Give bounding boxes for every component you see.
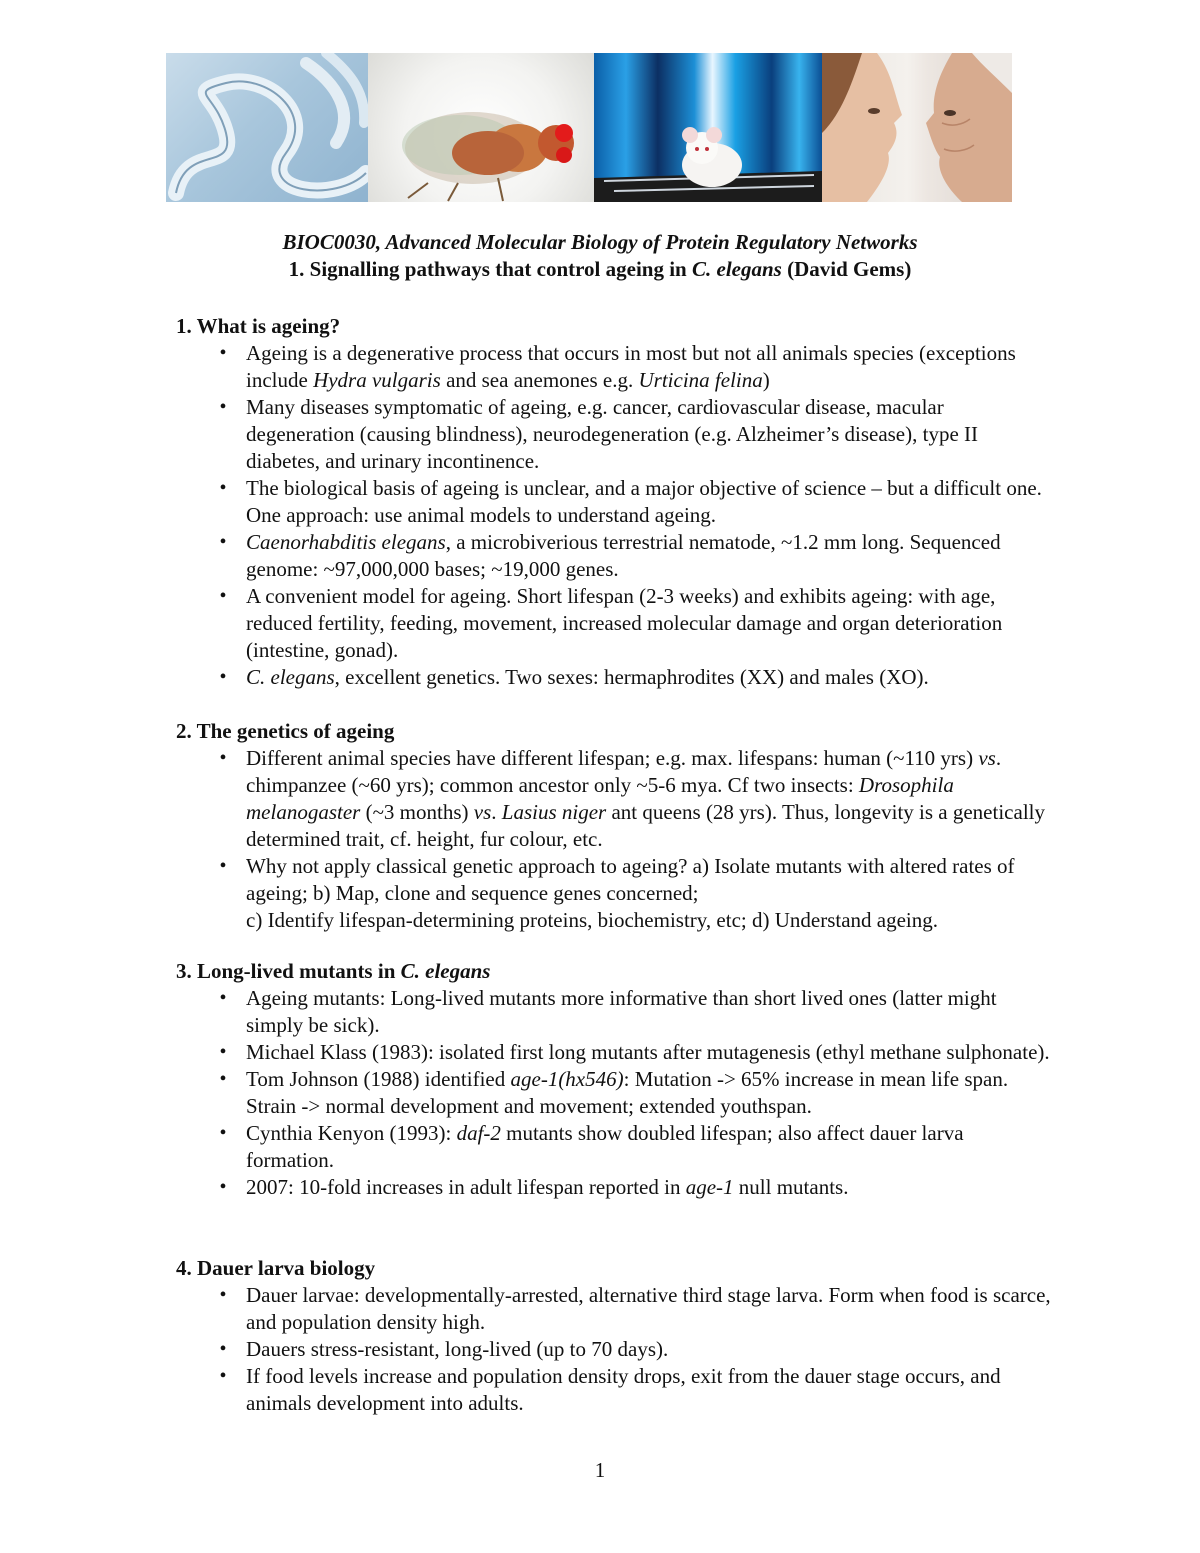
item-text: c) Identify lifespan-determining proteins, biochemistry, etc; d) Understand ageing. — [246, 908, 939, 932]
fly-image — [368, 53, 594, 202]
item-text: The biological basis of ageing is unclear, and a major objective of science – but a difficult one. One approach: use animal models to understand ageing. — [246, 476, 1042, 527]
item-text: null mutants. — [733, 1175, 849, 1199]
bullet-icon: • — [219, 1041, 227, 1063]
species-name: Lasius niger — [501, 800, 607, 824]
bullet-list — [176, 340, 1056, 691]
item-text: Cynthia Kenyon (1993): — [246, 1121, 457, 1145]
item-text: , a microbiverious terrestrial nematode, ~1.2 mm long. Sequenced genome: ~97,000,000 bases; ~19,000 genes. — [246, 530, 1001, 581]
list-item — [176, 529, 1056, 583]
section-what-is-ageing — [176, 313, 1056, 691]
item-text: A convenient model for ageing. Short lifespan (2-3 weeks) and exhibits ageing: with age, reduced fertility, feeding, movement, increased molecular damage and organ deterioration (intestine, gonad). — [246, 584, 1003, 662]
gene-name: daf-2 — [456, 1121, 501, 1145]
list-item — [176, 475, 1056, 529]
list-item — [176, 1066, 1056, 1120]
gene-name: age-1(hx546) — [510, 1067, 624, 1091]
gene-name: age-1 — [685, 1175, 734, 1199]
item-text: Ageing is a degenerative process that occurs in most but not all animals species (exceptions include — [246, 341, 1016, 392]
item-text: , excellent genetics. Two sexes: hermaphrodites (XX) and males (XO). — [334, 665, 929, 689]
bullet-icon: • — [219, 666, 227, 688]
bullet-icon: • — [219, 747, 227, 769]
item-text: Different animal species have different lifespan; e.g. max. lifespans: human (~110 yrs) — [246, 746, 979, 770]
species-name: C. elegans — [400, 959, 491, 983]
bullet-icon: • — [219, 1338, 227, 1360]
item-text: : Mutation -> 65% increase in mean life span. Strain -> normal development and movement; extended youthspan. — [246, 1067, 1009, 1118]
item-text: Ageing mutants: Long-lived mutants more informative than short lived ones (latter might simply be sick). — [246, 986, 997, 1037]
lecture-title-suffix: (David Gems) — [781, 257, 912, 281]
item-text: Many diseases symptomatic of ageing, e.g. cancer, cardiovascular disease, macular degeneration (causing blindness), neurodegeneration (e.g. Alzheimer’s disease), type II diabetes, and urinary incontinence. — [246, 395, 979, 473]
lecture-title-species: C. elegans — [692, 257, 782, 281]
bullet-icon: • — [219, 477, 227, 499]
section-long-lived-mutants — [176, 958, 1056, 1201]
bullet-list — [176, 745, 1056, 934]
bullet-icon: • — [219, 531, 227, 553]
list-item — [176, 1282, 1056, 1336]
bullet-icon: • — [219, 855, 227, 877]
species-name: Urticina felina — [638, 368, 763, 392]
list-item — [176, 1363, 1056, 1417]
bullet-icon: • — [219, 585, 227, 607]
list-item — [176, 1174, 1056, 1201]
section-heading — [176, 958, 1056, 985]
heading-text: 3. Long-lived mutants in — [176, 959, 401, 983]
lecture-title — [0, 257, 1200, 282]
lecture-title-prefix: 1. Signalling pathways that control ageing in — [288, 257, 692, 281]
bullet-icon: • — [219, 1176, 227, 1198]
section-genetics-of-ageing — [176, 718, 1056, 934]
list-item — [176, 1120, 1056, 1174]
item-text: and sea anemones e.g. — [440, 368, 639, 392]
bullet-icon: • — [219, 1284, 227, 1306]
worm-image — [166, 53, 368, 202]
faces-image — [822, 53, 1012, 202]
italic-text: vs — [473, 800, 492, 824]
list-item — [176, 1039, 1056, 1066]
item-text: Dauer larvae: developmentally-arrested, alternative third stage larva. Form when food is scarce, and population density high. — [246, 1283, 1051, 1334]
item-text: Dauers stress-resistant, long-lived (up to 70 days). — [246, 1337, 669, 1361]
species-name: C. elegans — [246, 665, 335, 689]
bullet-icon: • — [219, 1122, 227, 1144]
species-name: Caenorhabditis elegans — [246, 530, 446, 554]
item-text: Why not apply classical genetic approach to ageing? a) Isolate mutants with altered rates of ageing; b) Map, clone and sequence genes concerned; — [246, 854, 1015, 905]
bullet-list — [176, 985, 1056, 1201]
species-name: Hydra vulgaris — [313, 368, 441, 392]
bullet-icon: • — [219, 342, 227, 364]
list-item — [176, 340, 1056, 394]
item-text: If food levels increase and population density drops, exit from the dauer stage occurs, and animals development into adults. — [246, 1364, 1001, 1415]
bullet-list — [176, 1282, 1056, 1417]
list-item — [176, 583, 1056, 664]
item-text: (~3 months) — [360, 800, 474, 824]
bullet-icon: • — [219, 987, 227, 1009]
bullet-icon: • — [219, 396, 227, 418]
item-text: . chimpanzee (~60 yrs); common ancestor only ~5-6 mya. Cf two insects: — [246, 746, 1002, 797]
section-heading: 4. Dauer larva biology — [176, 1256, 376, 1280]
list-item — [176, 745, 1056, 853]
species-name: Drosophila melanogaster — [246, 773, 954, 824]
section-heading: 1. What is ageing? — [176, 314, 341, 338]
list-item — [176, 394, 1056, 475]
item-text: ant queens (28 yrs). Thus, longevity is a genetically determined trait, cf. height, fur colour, etc. — [246, 800, 1045, 851]
bullet-icon: • — [219, 1068, 227, 1090]
item-text: Tom Johnson (1988) identified — [246, 1067, 511, 1091]
item-text: Michael Klass (1983): isolated first long mutants after mutagenesis (ethyl methane sulphonate). — [246, 1040, 1050, 1064]
item-text: 2007: 10-fold increases in adult lifespan reported in — [246, 1175, 686, 1199]
section-heading: 2. The genetics of ageing — [176, 719, 395, 743]
list-item — [176, 1336, 1056, 1363]
item-text: . — [491, 800, 502, 824]
list-item — [176, 985, 1056, 1039]
course-title: BIOC0030, Advanced Molecular Biology of Protein Regulatory Networks — [282, 230, 918, 254]
header-banner — [166, 53, 1012, 202]
section-dauer-larva — [176, 1255, 1056, 1417]
list-item — [176, 664, 1056, 691]
italic-text: vs — [978, 746, 996, 770]
bullet-icon: • — [219, 1365, 227, 1387]
item-text: ) — [762, 368, 770, 392]
list-item — [176, 853, 1056, 934]
mouse-image — [594, 53, 822, 202]
page-number: 1 — [594, 1458, 606, 1482]
item-text: mutants show doubled lifespan; also affect dauer larva formation. — [246, 1121, 964, 1172]
